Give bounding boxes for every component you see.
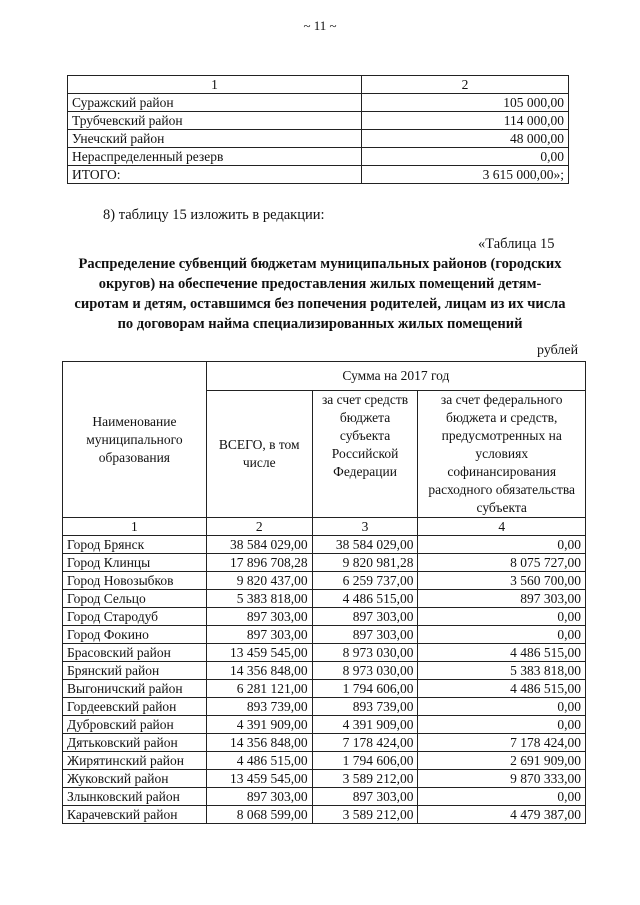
column-numbers-row <box>63 518 586 536</box>
regional-amount: 38 584 029,00 <box>312 536 418 554</box>
table-row <box>63 554 586 572</box>
previous-table-fragment <box>67 75 569 184</box>
total-amount: 14 356 848,00 <box>206 662 312 680</box>
total-amount: 897 303,00 <box>206 788 312 806</box>
title-line: округов) на обеспечение предоставления жилых помещений детям- <box>98 276 542 292</box>
column-number: 4 <box>418 518 586 536</box>
federal-amount: 897 303,00 <box>418 590 586 608</box>
header-region: за счет средств бюджета субъекта Российской Федерации <box>312 391 418 518</box>
federal-amount: 0,00 <box>418 536 586 554</box>
table-15-body <box>63 536 586 824</box>
total-amount: 8 068 599,00 <box>206 806 312 824</box>
federal-amount: 0,00 <box>418 698 586 716</box>
total-amount: 13 459 545,00 <box>206 770 312 788</box>
regional-amount: 897 303,00 <box>312 608 418 626</box>
total-amount: 897 303,00 <box>206 626 312 644</box>
district-name: Суражский район <box>68 94 362 112</box>
regional-amount: 9 820 981,28 <box>312 554 418 572</box>
header-sum: Сумма на 2017 год <box>206 362 585 391</box>
total-amount: 17 896 708,28 <box>206 554 312 572</box>
total-amount: 9 820 437,00 <box>206 572 312 590</box>
regional-amount: 4 391 909,00 <box>312 716 418 734</box>
column-number: 2 <box>362 76 569 94</box>
total-amount: 13 459 545,00 <box>206 644 312 662</box>
regional-amount: 897 303,00 <box>312 788 418 806</box>
total-amount: 38 584 029,00 <box>206 536 312 554</box>
table-row <box>68 94 569 112</box>
municipality-name: Город Фокино <box>63 626 207 644</box>
federal-amount: 0,00 <box>418 626 586 644</box>
table-row <box>63 626 586 644</box>
table-row <box>63 752 586 770</box>
total-amount: 14 356 848,00 <box>206 734 312 752</box>
regional-amount: 6 259 737,00 <box>312 572 418 590</box>
regional-amount: 3 589 212,00 <box>312 806 418 824</box>
header-name: Наименование муниципального образования <box>63 362 207 518</box>
table-header-row <box>68 76 569 94</box>
municipality-name: Брасовский район <box>63 644 207 662</box>
table-row <box>63 572 586 590</box>
municipality-name: Город Брянск <box>63 536 207 554</box>
total-label: ИТОГО: <box>68 166 362 184</box>
table-row <box>68 130 569 148</box>
table-row <box>63 770 586 788</box>
table-title <box>60 254 580 334</box>
municipality-name: Дятьковский район <box>63 734 207 752</box>
amount: 105 000,00 <box>362 94 569 112</box>
federal-amount: 4 486 515,00 <box>418 680 586 698</box>
regional-amount: 4 486 515,00 <box>312 590 418 608</box>
table-row <box>63 680 586 698</box>
table-row <box>63 788 586 806</box>
municipality-name: Город Сельцо <box>63 590 207 608</box>
column-number: 3 <box>312 518 418 536</box>
title-line: сиротам и детям, оставшимся без попечения родителей, лицам из их числа <box>74 296 566 312</box>
table-row <box>63 806 586 824</box>
regional-amount: 8 973 030,00 <box>312 644 418 662</box>
federal-amount: 0,00 <box>418 788 586 806</box>
column-number: 1 <box>63 518 207 536</box>
amendment-paragraph: 8) таблицу 15 изложить в редакции: <box>103 207 325 223</box>
table-row <box>68 112 569 130</box>
table-row <box>63 644 586 662</box>
district-name: Нераспределенный резерв <box>68 148 362 166</box>
regional-amount: 897 303,00 <box>312 626 418 644</box>
total-amount: 6 281 121,00 <box>206 680 312 698</box>
currency-unit: рублей <box>537 343 579 358</box>
title-line: Распределение субвенций бюджетам муниципальных районов (городских <box>78 256 562 272</box>
district-name: Трубчевский район <box>68 112 362 130</box>
municipality-name: Жирятинский район <box>63 752 207 770</box>
municipality-name: Брянский район <box>63 662 207 680</box>
table-caption: «Таблица 15 <box>478 236 555 252</box>
municipality-name: Город Стародуб <box>63 608 207 626</box>
federal-amount: 3 560 700,00 <box>418 572 586 590</box>
table-total-row <box>68 166 569 184</box>
table-row <box>63 734 586 752</box>
title-line: по договорам найма специализированных жилых помещений <box>117 316 523 332</box>
column-number: 2 <box>206 518 312 536</box>
federal-amount: 5 383 818,00 <box>418 662 586 680</box>
municipality-name: Город Новозыбков <box>63 572 207 590</box>
regional-amount: 7 178 424,00 <box>312 734 418 752</box>
table-15 <box>62 361 586 824</box>
regional-amount: 1 794 606,00 <box>312 752 418 770</box>
municipality-name: Карачевский район <box>63 806 207 824</box>
table-row <box>63 608 586 626</box>
column-number: 1 <box>68 76 362 94</box>
amount: 114 000,00 <box>362 112 569 130</box>
federal-amount: 4 486 515,00 <box>418 644 586 662</box>
federal-amount: 0,00 <box>418 608 586 626</box>
federal-amount: 8 075 727,00 <box>418 554 586 572</box>
municipality-name: Гордеевский район <box>63 698 207 716</box>
regional-amount: 893 739,00 <box>312 698 418 716</box>
municipality-name: Выгоничский район <box>63 680 207 698</box>
total-amount: 893 739,00 <box>206 698 312 716</box>
table-row <box>63 536 586 554</box>
district-name: Унечский район <box>68 130 362 148</box>
amount: 0,00 <box>362 148 569 166</box>
municipality-name: Город Клинцы <box>63 554 207 572</box>
federal-amount: 7 178 424,00 <box>418 734 586 752</box>
total-amount: 897 303,00 <box>206 608 312 626</box>
table-row <box>68 148 569 166</box>
table-row <box>63 662 586 680</box>
municipality-name: Дубровский район <box>63 716 207 734</box>
header-row-1 <box>63 362 586 391</box>
table-row <box>63 698 586 716</box>
regional-amount: 1 794 606,00 <box>312 680 418 698</box>
municipality-name: Жуковский район <box>63 770 207 788</box>
federal-amount: 0,00 <box>418 716 586 734</box>
header-federal: за счет федерального бюджета и средств, предусмотренных на условиях софинансирования расходного обязательства субъекта <box>418 391 586 518</box>
federal-amount: 2 691 909,00 <box>418 752 586 770</box>
table-row <box>63 716 586 734</box>
page-number: ~ 11 ~ <box>303 18 337 33</box>
regional-amount: 8 973 030,00 <box>312 662 418 680</box>
total-amount: 3 615 000,00»; <box>362 166 569 184</box>
total-amount: 5 383 818,00 <box>206 590 312 608</box>
regional-amount: 3 589 212,00 <box>312 770 418 788</box>
municipality-name: Злынковский район <box>63 788 207 806</box>
header-total: ВСЕГО, в том числе <box>206 391 312 518</box>
total-amount: 4 486 515,00 <box>206 752 312 770</box>
total-amount: 4 391 909,00 <box>206 716 312 734</box>
federal-amount: 9 870 333,00 <box>418 770 586 788</box>
federal-amount: 4 479 387,00 <box>418 806 586 824</box>
table-row <box>63 590 586 608</box>
amount: 48 000,00 <box>362 130 569 148</box>
